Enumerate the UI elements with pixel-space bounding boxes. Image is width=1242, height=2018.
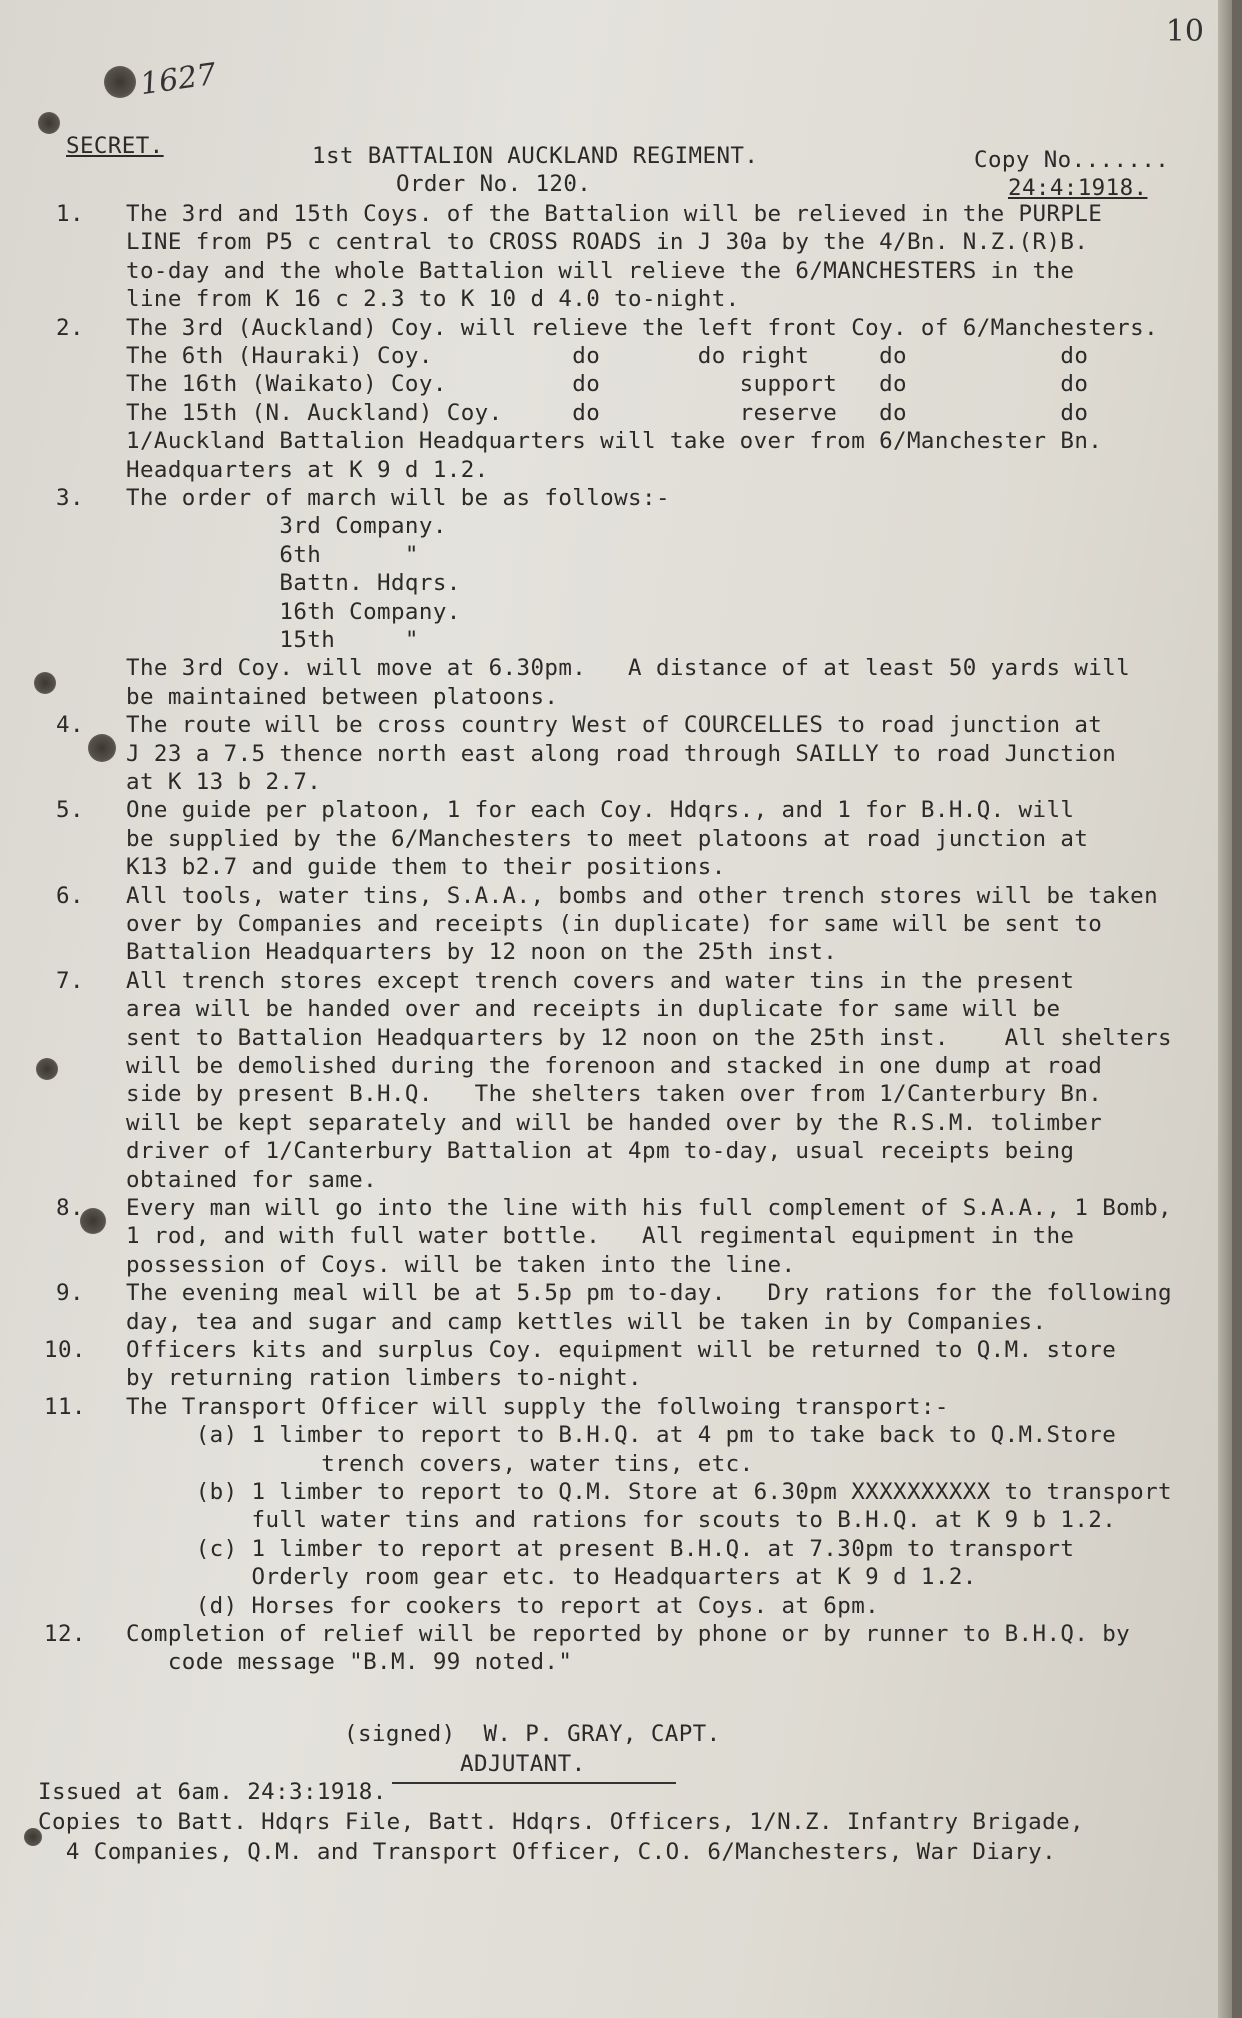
order-line: Orderly room gear etc. to Headquarters at K 9 d 1.2. xyxy=(126,1564,977,1590)
paragraph-number: 7. xyxy=(56,968,84,994)
paragraph-number: 2. xyxy=(56,315,84,341)
punch-hole xyxy=(38,112,60,134)
order-line: (c) 1 limber to report at present B.H.Q. at 7.30pm to transport xyxy=(126,1536,1075,1562)
punch-hole xyxy=(88,734,116,762)
order-line: K13 b2.7 and guide them to their positions. xyxy=(126,854,726,880)
order-line: J 23 a 7.5 thence north east along road through SAILLY to road Junction xyxy=(126,741,1117,767)
paragraph-number: 4. xyxy=(56,712,84,738)
handwritten-number: 1627 xyxy=(137,56,219,103)
order-line: Battn. Hdqrs. xyxy=(126,570,461,596)
copy-number: Copy No....... xyxy=(974,147,1170,173)
order-line: over by Companies and receipts (in duplicate) for same will be sent to xyxy=(126,911,1103,937)
unit-title: 1st BATTALION AUCKLAND REGIMENT. xyxy=(312,143,759,169)
page-number: 10 xyxy=(1165,14,1204,49)
order-line: by returning ration limbers to-night. xyxy=(126,1365,643,1391)
order-line: (d) Horses for cookers to report at Coys. at 6pm. xyxy=(126,1593,880,1619)
order-line: day, tea and sugar and camp kettles will be taken in by Companies. xyxy=(126,1309,1047,1335)
order-line: The 15th (N. Auckland) Coy. do reserve do do xyxy=(126,400,1089,426)
page-edge xyxy=(1218,0,1232,2018)
paragraph-number: 8. xyxy=(56,1195,84,1221)
order-line: 16th Company. xyxy=(126,599,461,625)
order-line: will be kept separately and will be handed over by the R.S.M. tolimber xyxy=(126,1110,1103,1136)
punch-hole xyxy=(104,66,136,98)
order-line: possession of Coys. will be taken into the line. xyxy=(126,1252,796,1278)
order-line: Completion of relief will be reported by phone or by runner to B.H.Q. by xyxy=(126,1621,1131,1647)
order-line: The Transport Officer will supply the follwoing transport:- xyxy=(126,1394,949,1420)
signature-line: (signed) W. P. GRAY, CAPT. xyxy=(344,1721,721,1747)
order-line: Every man will go into the line with his full complement of S.A.A., 1 Bomb, xyxy=(126,1195,1172,1221)
order-line: driver of 1/Canterbury Battalion at 4pm to-day, usual receipts being xyxy=(126,1138,1075,1164)
order-number: Order No. 120. xyxy=(396,171,592,197)
punch-hole xyxy=(36,1058,58,1080)
order-line: 15th " xyxy=(126,627,419,653)
signature-rule xyxy=(392,1782,676,1784)
order-date: 24:4:1918. xyxy=(1008,175,1148,201)
order-line: will be demolished during the forenoon and stacked in one dump at road xyxy=(126,1053,1103,1079)
order-line: line from K 16 c 2.3 to K 10 d 4.0 to-night. xyxy=(126,286,740,312)
order-line: be maintained between platoons. xyxy=(126,684,559,710)
order-line: All tools, water tins, S.A.A., bombs and other trench stores will be taken xyxy=(126,883,1159,909)
copies-line-2: 4 Companies, Q.M. and Transport Officer, C.O. 6/Manchesters, War Diary. xyxy=(38,1839,1057,1865)
order-line: code message "B.M. 99 noted." xyxy=(126,1649,573,1675)
order-line: 3rd Company. xyxy=(126,513,447,539)
order-line: The 3rd Coy. will move at 6.30pm. A distance of at least 50 yards will xyxy=(126,655,1131,681)
order-line: (a) 1 limber to report to B.H.Q. at 4 pm to take back to Q.M.Store xyxy=(126,1422,1117,1448)
paragraph-number: 6. xyxy=(56,883,84,909)
order-line: Headquarters at K 9 d 1.2. xyxy=(126,457,489,483)
paragraph-number: 1. xyxy=(56,201,84,227)
order-line: at K 13 b 2.7. xyxy=(126,769,322,795)
paragraph-number: 5. xyxy=(56,797,84,823)
order-line: The order of march will be as follows:- xyxy=(126,485,670,511)
order-line: side by present B.H.Q. The shelters taken over from 1/Canterbury Bn. xyxy=(126,1081,1103,1107)
order-line: (b) 1 limber to report to Q.M. Store at 6.30pm XXXXXXXXXX to transport xyxy=(126,1479,1172,1505)
order-line: The route will be cross country West of COURCELLES to road junction at xyxy=(126,712,1103,738)
order-line: to-day and the whole Battalion will relieve the 6/MANCHESTERS in the xyxy=(126,258,1075,284)
order-line: trench covers, water tins, etc. xyxy=(126,1451,754,1477)
order-line: The 6th (Hauraki) Coy. do do right do do xyxy=(126,343,1089,369)
paragraph-number: 3. xyxy=(56,485,84,511)
order-line: The 3rd (Auckland) Coy. will relieve the left front Coy. of 6/Manchesters. xyxy=(126,315,1159,341)
order-line: 1/Auckland Battalion Headquarters will take over from 6/Manchester Bn. xyxy=(126,428,1103,454)
order-line: One guide per platoon, 1 for each Coy. Hdqrs., and 1 for B.H.Q. will xyxy=(126,797,1075,823)
order-line: Officers kits and surplus Coy. equipment will be returned to Q.M. store xyxy=(126,1337,1117,1363)
order-line: sent to Battalion Headquarters by 12 noon on the 25th inst. All shelters xyxy=(126,1025,1172,1051)
issued-line: Issued at 6am. 24:3:1918. xyxy=(38,1779,387,1805)
order-line: area will be handed over and receipts in duplicate for same will be xyxy=(126,996,1061,1022)
order-line: The evening meal will be at 5.5p pm to-day. Dry rations for the following xyxy=(126,1280,1172,1306)
paragraph-number: 12. xyxy=(44,1621,86,1647)
paragraph-number: 11. xyxy=(44,1394,86,1420)
order-line: be supplied by the 6/Manchesters to meet platoons at road junction at xyxy=(126,826,1089,852)
order-line: The 3rd and 15th Coys. of the Battalion will be relieved in the PURPLE xyxy=(126,201,1103,227)
paragraph-number: 10. xyxy=(44,1337,86,1363)
order-line: full water tins and rations for scouts to B.H.Q. at K 9 b 1.2. xyxy=(126,1507,1117,1533)
paragraph-number: 9. xyxy=(56,1280,84,1306)
order-line: Battalion Headquarters by 12 noon on the 25th inst. xyxy=(126,939,838,965)
order-line: 6th " xyxy=(126,542,419,568)
signature-title: ADJUTANT. xyxy=(460,1751,586,1777)
punch-hole xyxy=(34,672,56,694)
order-line: 1 rod, and with full water bottle. All regimental equipment in the xyxy=(126,1223,1075,1249)
order-line: LINE from P5 c central to CROSS ROADS in J 30a by the 4/Bn. N.Z.(R)B. xyxy=(126,229,1089,255)
copies-line-1: Copies to Batt. Hdqrs File, Batt. Hdqrs. Officers, 1/N.Z. Infantry Brigade, xyxy=(38,1809,1084,1835)
order-line: All trench stores except trench covers and water tins in the present xyxy=(126,968,1075,994)
order-line: The 16th (Waikato) Coy. do support do do xyxy=(126,371,1089,397)
classification: SECRET. xyxy=(66,133,164,159)
order-line: obtained for same. xyxy=(126,1167,378,1193)
